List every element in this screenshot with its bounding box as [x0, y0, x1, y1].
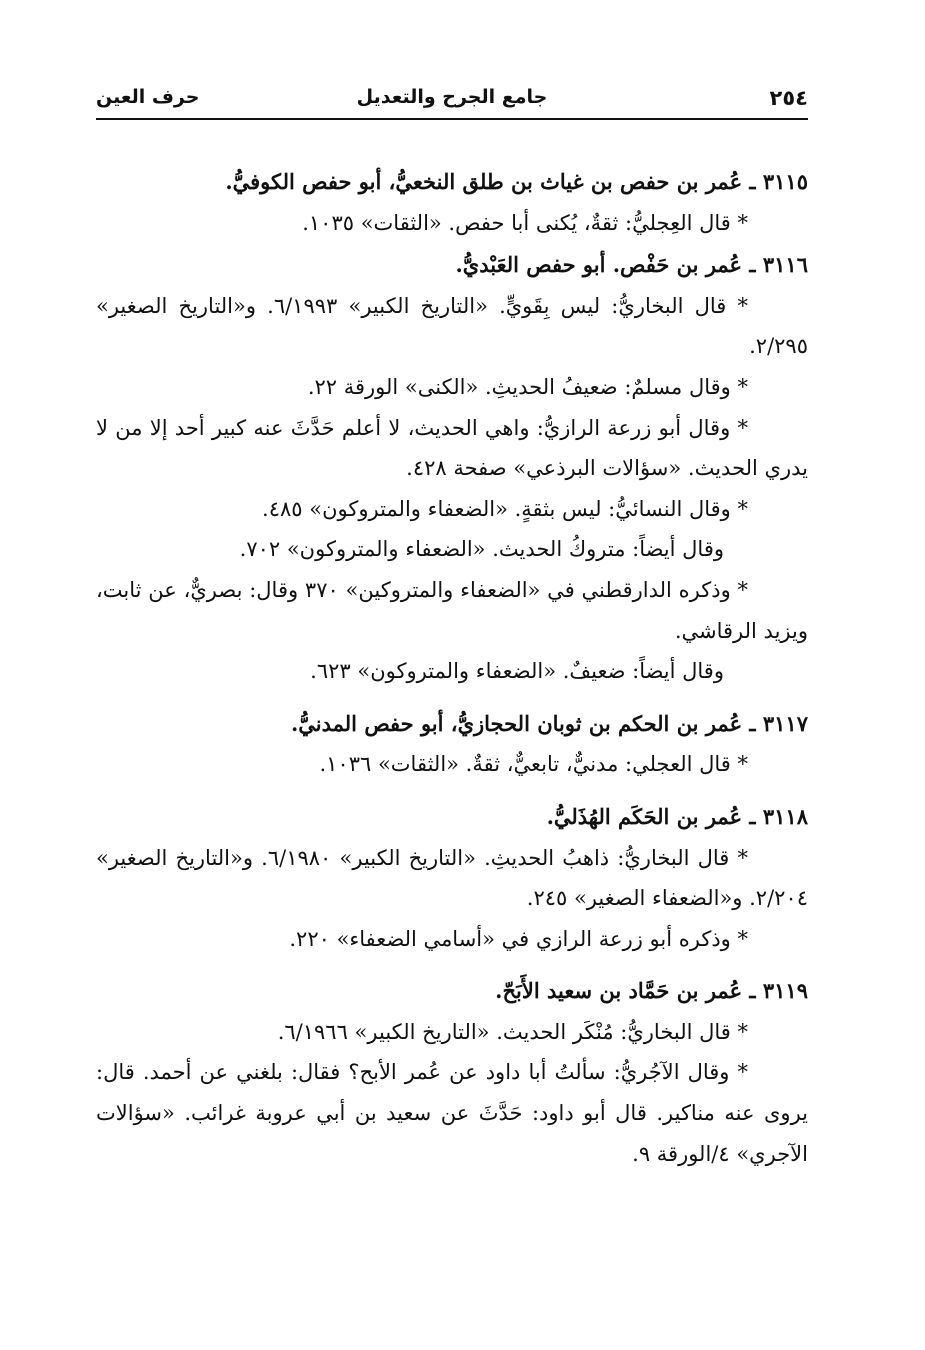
- entry-line: * قال البخاريُّ: مُنْكَر الحديث. «التاريخ الكبير» ٦/١٩٦٦.: [277, 1019, 748, 1044]
- entry-line: * قال العجلي: مدنيٌّ، تابعيٌّ، ثقةٌ. «الثقات» ١٠٣٦.: [319, 752, 748, 777]
- page-number: ٢٥٤: [769, 86, 808, 110]
- page-header: [96, 78, 808, 120]
- entry-heading-3118: ٣١١٨ ـ عُمر بن الحَكَم الهُذَليُّ.: [546, 803, 808, 829]
- entry-line: * وقال مسلمٌ: ضعيفُ الحديثِ. «الكنى» الورقة ٢٢.: [307, 374, 748, 399]
- entry-line: * وقال الآجُريُّ: سألتُ أبا داود عن عُمر الأبح؟ فقال: بلغني عن أحمد. قال: يروى عنه مناكير. قال أبو داود: حَدَّثَ عن سعيد بن أبي عروبة غرائب. «سؤالات الآجري» ٤/الورقة ٩.: [96, 1060, 808, 1166]
- entry-line: * وذكره الدارقطني في «الضعفاء والمتروكين» ٣٧٠ وقال: بصريٌّ، عن ثابت، ويزيد الرقاشي.: [96, 577, 808, 643]
- entry-line: * وقال النسائيُّ: ليس بثقةٍ. «الضعفاء والمتروكون» ٤٨٥.: [262, 496, 748, 521]
- entry-line: * قال البخاريُّ: ليس بِقَويٍّ. «التاريخ الكبير» ٦/١٩٩٣. و«التاريخ الصغير» ٢/٢٩٥.: [96, 293, 808, 359]
- page-body: [96, 160, 808, 1174]
- entry-line: وقال أيضاً: ضعيفٌ. «الضعفاء والمتروكون» ٦٢٣.: [310, 659, 724, 684]
- entry-heading-3116: ٣١١٦ ـ عُمر بن حَفْص. أبو حفص العَبْديُّ.: [455, 252, 808, 278]
- entry-line: * قال البخاريُّ: ذاهبُ الحديثِ. «التاريخ الكبير» ٦/١٩٨٠. و«التاريخ الصغير» ٢/٢٠٤. و«الضعفاء الصغير» ٢٤٥.: [96, 845, 808, 911]
- entry-line: * وذكره أبو زرعة الرازي في «أسامي الضعفاء» ٢٢٠.: [289, 926, 748, 951]
- book-title: جامع الجرح والتعديل: [356, 86, 548, 108]
- entry-line: * قال العِجليُّ: ثقةٌ، يُكنى أبا حفص. «الثقات» ١٠٣٥.: [302, 210, 748, 235]
- entry-heading-3119: ٣١١٩ ـ عُمر بن حَمَّاد بن سعيد الأَبَحّ.: [495, 978, 808, 1004]
- entry-heading-3115: ٣١١٥ ـ عُمر بن حفص بن غياث بن طلق النخعيُّ، أبو حفص الكوفيُّ.: [225, 169, 808, 194]
- chapter-title: حرف العين: [96, 86, 200, 108]
- entry-line: * وقال أبو زرعة الرازيُّ: واهي الحديث، لا أعلم حَدَّثَ عنه كبير أحد إلا من لا يدري الحديث. «سؤالات البرذعي» صفحة ٤٢٨.: [96, 415, 808, 481]
- entry-line: وقال أيضاً: متروكُ الحديث. «الضعفاء والمتروكون» ٧٠٢.: [239, 537, 724, 562]
- entry-heading-3117: ٣١١٧ ـ عُمر بن الحكم بن ثوبان الحجازيُّ، أبو حفص المدنيُّ.: [290, 710, 808, 736]
